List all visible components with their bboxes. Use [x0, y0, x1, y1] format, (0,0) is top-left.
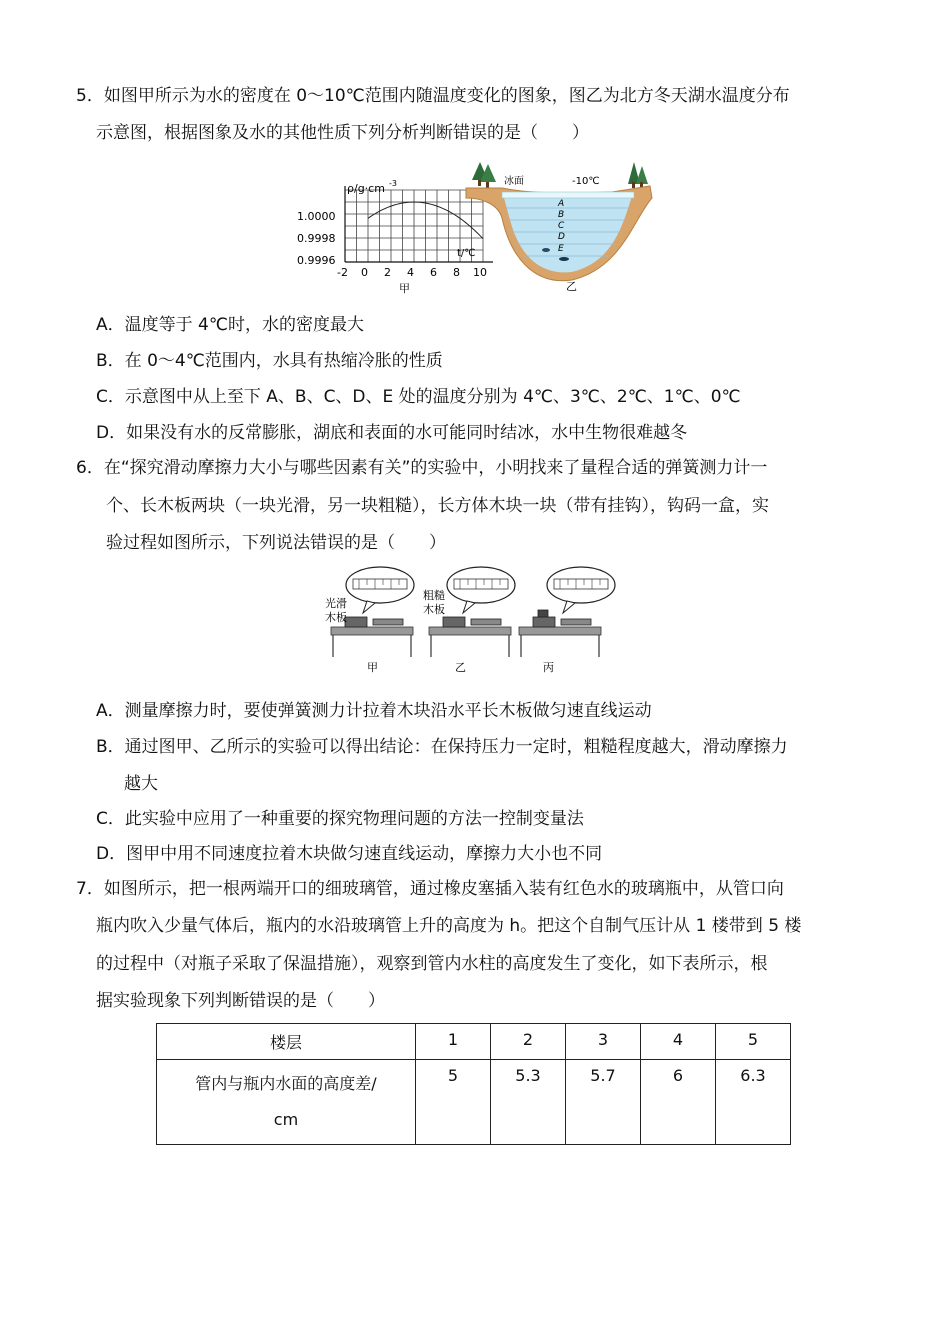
density-x-tick-0: -2 [337, 266, 348, 279]
rough-board-label-1: 粗糙 [423, 589, 445, 602]
table-header-cell: 3 [566, 1024, 641, 1060]
q7-data-table [156, 1023, 791, 1145]
q5-stem-line-2: 示意图，根据图象及水的其他性质下列分析判断错误的是（ ） [96, 123, 589, 143]
table-cell: 6 [641, 1060, 716, 1145]
density-y-tick-1: 0.9998 [297, 232, 336, 245]
table-row-label-line-1: 管内与瓶内水面的高度差/ [195, 1074, 377, 1093]
q5-lake-diagram [462, 158, 682, 293]
friction-caption-jia: 甲 [367, 661, 378, 674]
table-cell: 5.3 [491, 1060, 566, 1145]
table-row-label-line-2: cm [273, 1110, 299, 1129]
friction-panel-bing [519, 567, 615, 657]
layer-letter-d: D [558, 232, 565, 242]
density-x-label: t/℃ [457, 248, 476, 259]
friction-caption-yi: 乙 [455, 661, 466, 674]
q7-stem-line-4: 据实验现象下列判断错误的是（ ） [96, 991, 385, 1011]
layer-letter-c: C [558, 221, 565, 231]
lake-caption: 乙 [566, 280, 577, 293]
table-header-cell: 4 [641, 1024, 716, 1060]
q5-option-c: C．示意图中从上至下 A、B、C、D、E 处的温度分别为 4℃、3℃、2℃、1℃、0℃ [96, 387, 741, 407]
density-y-tick-2: 0.9996 [297, 254, 336, 267]
friction-caption-bing: 丙 [543, 661, 554, 674]
density-x-tick-1: 0 [361, 266, 368, 279]
tree-left-icon [472, 162, 496, 188]
rough-board-label-2: 木板 [423, 603, 445, 616]
q5-density-graph [295, 179, 487, 295]
q5-option-a: A．温度等于 4℃时，水的密度最大 [96, 315, 364, 335]
q6-friction-figure [325, 565, 625, 675]
ice-label: 冰面 [504, 176, 524, 187]
density-caption: 甲 [399, 282, 410, 295]
table-header-cell: 5 [716, 1024, 791, 1060]
table-header-cell: 楼层 [157, 1024, 416, 1060]
q6-stem-line-2: 个、长木板两块（一块光滑，另一块粗糙），长方体木块一块（带有挂钩），钩码一盒，实 [106, 496, 769, 516]
density-y-tick-0: 1.0000 [297, 210, 336, 223]
q5-option-d: D．如果没有水的反常膨胀，湖底和表面的水可能同时结冰，水中生物很难越冬 [96, 423, 688, 443]
density-x-tick-6: 10 [473, 266, 487, 279]
table-header-cell: 1 [416, 1024, 491, 1060]
q6-stem-line-3: 验过程如图所示，下列说法错误的是（ ） [106, 533, 446, 553]
density-y-label: ρ/g·cm [347, 182, 385, 195]
q7-stem-line-3: 的过程中（对瓶子采取了保温措施），观察到管内水柱的高度发生了变化，如下表所示，根 [96, 954, 768, 974]
q7-stem-line-2: 瓶内吹入少量气体后，瓶内的水沿玻璃管上升的高度为 h。把这个自制气压计从 1 楼带到 5 楼 [96, 916, 802, 936]
smooth-board-label-1: 光滑 [325, 597, 347, 610]
q6-option-d: D．图甲中用不同速度拉着木块做匀速直线运动，摩擦力大小也不同 [96, 844, 603, 864]
q6-stem-line-1: 6．在“探究滑动摩擦力大小与哪些因素有关”的实验中，小明找来了量程合适的弹簧测力计一 [76, 458, 768, 478]
q6-option-a: A．测量摩擦力时，要使弹簧测力计拉着木块沿水平长木板做匀速直线运动 [96, 701, 652, 721]
table-cell: 6.3 [716, 1060, 791, 1145]
layer-letter-b: B [558, 210, 565, 220]
q6-option-b-line-2: 越大 [124, 774, 158, 794]
density-x-tick-2: 2 [384, 266, 391, 279]
table-row [157, 1060, 791, 1145]
table-header-row [157, 1024, 791, 1060]
layer-letter-e: E [558, 244, 564, 254]
smooth-board-label-2: 木板 [325, 611, 347, 624]
table-row-label [157, 1060, 416, 1145]
q6-option-c: C．此实验中应用了一种重要的探究物理问题的方法一控制变量法 [96, 809, 584, 829]
table-header-cell: 2 [491, 1024, 566, 1060]
q5-stem-line-1: 5．如图甲所示为水的密度在 0～10℃范围内随温度变化的图象，图乙为北方冬天湖水温度分布 [76, 86, 790, 106]
density-y-label-sup: -3 [389, 179, 397, 188]
tree-right-icon [628, 162, 648, 188]
layer-letter-a: A [558, 199, 565, 209]
table-cell: 5.7 [566, 1060, 641, 1145]
density-x-tick-4: 6 [430, 266, 437, 279]
q5-option-b: B．在 0～4℃范围内，水具有热缩冷胀的性质 [96, 351, 443, 371]
density-x-tick-5: 8 [453, 266, 460, 279]
q7-stem-line-1: 7．如图所示，把一根两端开口的细玻璃管，通过橡皮塞插入装有红色水的玻璃瓶中，从管口向 [76, 879, 784, 899]
table-cell: 5 [416, 1060, 491, 1145]
air-temp-label: -10℃ [572, 176, 600, 187]
density-x-tick-3: 4 [407, 266, 414, 279]
q6-option-b-line-1: B．通过图甲、乙所示的实验可以得出结论：在保持压力一定时，粗糙程度越大，滑动摩擦力 [96, 737, 788, 757]
